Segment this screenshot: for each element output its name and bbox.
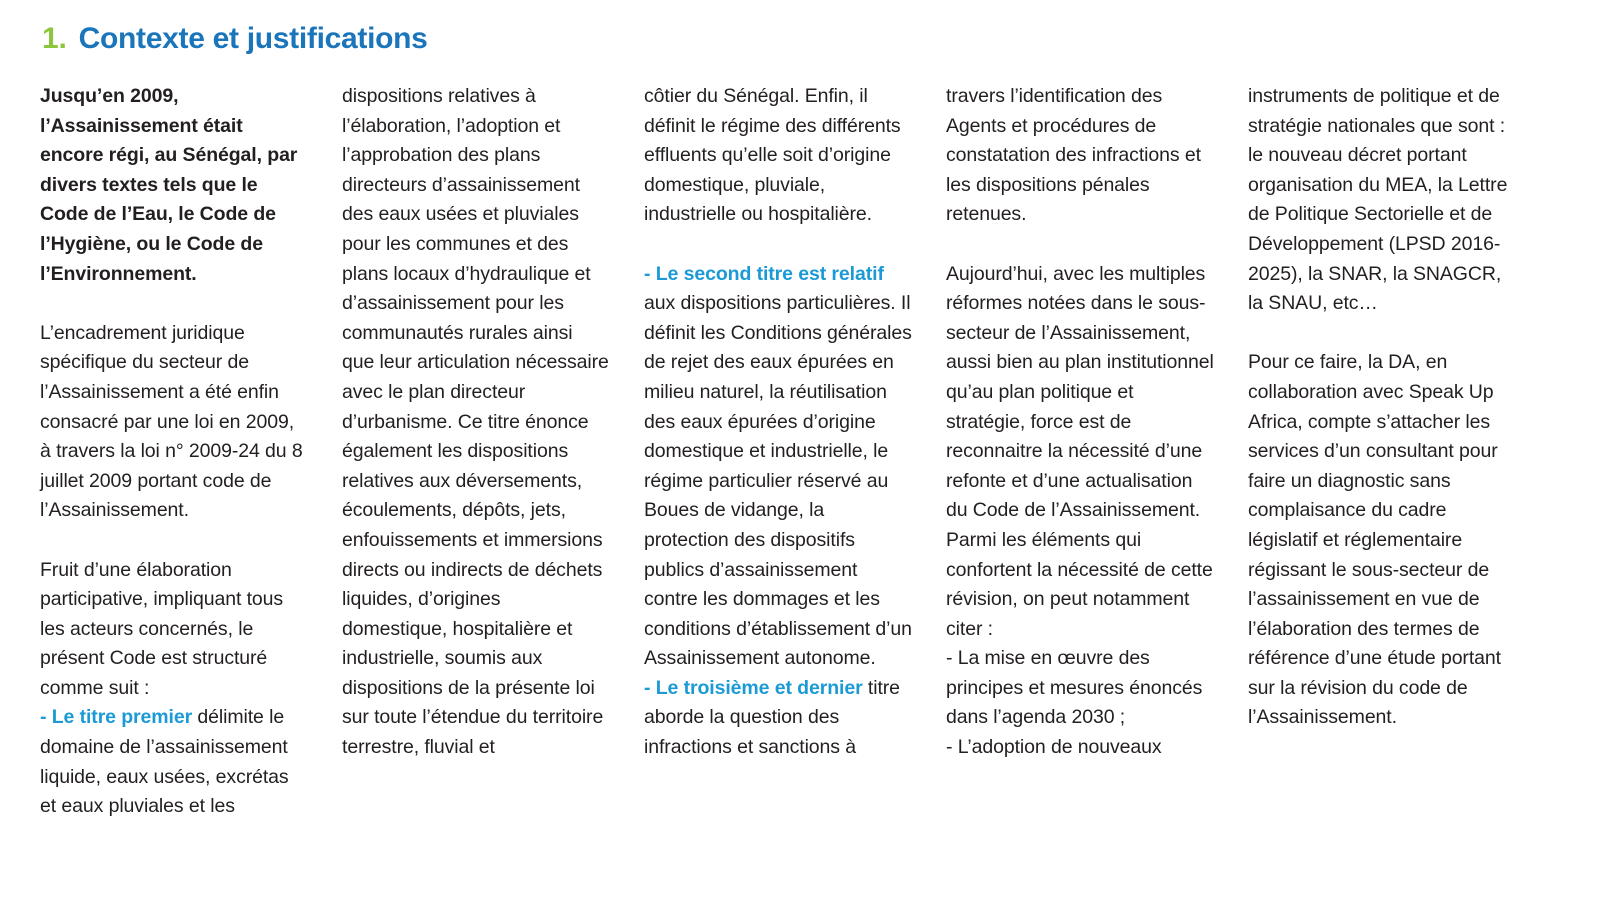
paragraph	[40, 703, 308, 821]
paragraph: dispositions relatives à l’élaboration, l’adoption et l’approbation des plans directeurs d’assainissement des eaux usées et pluviales pour les communes et des plans locaux d’hydraulique et d’assainissement pour les communautés rurales ainsi que leur articulation nécessaire avec le plan directeur d’urbanisme. Ce titre énonce également les dispositions relatives aux déversements, écoulements, dépôts, jets, enfouissements et immersions directs ou indirects de déchets liquides, d’origines domestique, hospitalière et industrielle, soumis aux dispositions de la présente loi sur toute l’étendue du territoire terrestre, fluvial et	[342, 85, 609, 759]
inline-highlight: - Le second titre est relatif	[644, 262, 884, 285]
paragraph: Fruit d’une élaboration participative, impliquant tous les acteurs concernés, le présent Code est structuré comme suit :	[40, 558, 284, 699]
column-4	[946, 82, 1214, 763]
list-item: - La mise en œuvre des principes et mesures énoncés dans l’agenda 2030 ;	[946, 647, 1203, 729]
paragraph: L’encadrement juridique spécifique du secteur de l’Assainissement a été enfin consacré par une loi en 2009, à travers la loi n° 2009-24 du 8 juillet 2009 portant code de l’Assainissement.	[40, 321, 303, 522]
column-1	[40, 82, 308, 822]
paragraph-text: titre aborde la question des infractions et sanctions à	[644, 676, 900, 759]
paragraph: travers l’identification des Agents et procédures de constatation des infractions et les dispositions pénales retenues.	[946, 85, 1201, 226]
inline-highlight: - Le titre premier	[40, 706, 193, 729]
paragraph: instruments de politique et de stratégie nationales que sont : le nouveau décret portant organisation du MEA, la Lettre de Politique Sectorielle et de Développement (LPSD 2016-2025), la SNAR, la SNAGCR, la SNAU, etc…	[1248, 85, 1508, 315]
paragraph: Aujourd’hui, avec les multiples réformes notées dans le sous-secteur de l’Assainissement, aussi bien au plan institutionnel qu’au plan politique et stratégie, force est de reconnaitre la nécessité d’une refonte et d’une actualisation du Code de l’Assainissement.	[946, 262, 1214, 522]
paragraph-text: aux dispositions particulières. Il définit les Conditions générales de rejet des eaux épurées en milieu naturel, la réutilisation des eaux épurées d’origine domestique et industrielle, le régime particulier réservé au Boues de vidange, la protection des dispositifs publics d’assainissement contre les dommages et les conditions d’établissement d’un Assainissement autonome.	[644, 292, 912, 670]
list-item: - L’adoption de nouveaux	[946, 736, 1162, 759]
paragraph: Parmi les éléments qui confortent la nécessité de cette révision, on peut notamment citer :	[946, 528, 1213, 640]
page-title	[40, 22, 1566, 56]
column-5	[1248, 82, 1516, 733]
inline-highlight: - Le troisième et dernier	[644, 676, 863, 699]
section-number: 1.	[42, 22, 67, 55]
column-3	[644, 82, 912, 763]
paragraph	[644, 674, 912, 763]
paragraph: Pour ce faire, la DA, en collaboration avec Speak Up Africa, compte s’attacher les services d’un consultant pour faire un diagnostic sans complaisance du cadre législatif et réglementaire régissant le sous-secteur de l’assainissement en vue de l’élaboration des termes de référence d’une étude portant sur la révision du code de l’Assainissement.	[1248, 351, 1501, 729]
paragraph: Jusqu’en 2009, l’Assainissement était encore régi, au Sénégal, par divers textes tels que le Code de l’Eau, le Code de l’Hygiène, ou le Code de l’Environnement.	[40, 85, 298, 285]
text-columns	[40, 82, 1566, 822]
paragraph	[644, 260, 912, 674]
paragraph-text: délimite le domaine de l’assainissement liquide, eaux usées, excrétas et eaux pluviales et les	[40, 706, 289, 818]
section-title: Contexte et justifications	[78, 22, 428, 55]
column-2	[342, 82, 610, 763]
paragraph: côtier du Sénégal. Enfin, il définit le régime des différents effluents qu’elle soit d’origine domestique, pluviale, industrielle ou hospitalière.	[644, 85, 901, 226]
